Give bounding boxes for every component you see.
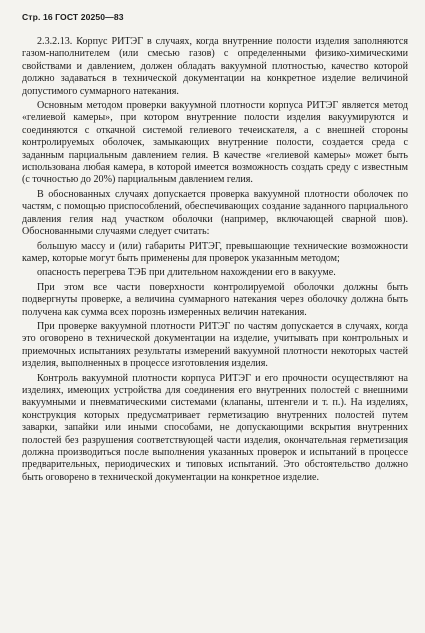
paragraph-case-overheat: опасность перегрева ТЭБ при длительном нахождении его в вакууме.	[37, 267, 336, 279]
paragraph-case-mass: большую массу и (или) габариты РИТЭГ, превышающие технические возможности камер, которые могут быть применены для проверок указанным методом;	[22, 240, 408, 264]
paragraph-total-leak: При этом все части поверхности контролируемой оболочки должны быть подвергнуты проверке, а величина суммарного натекания через оболочку должна быть получена как сумма всех порознь измеренных величин натекания.	[22, 281, 408, 318]
paragraph-2-3-2-13: 2.3.2.13. Корпус РИТЭГ в случаях, когда внутренние полости изделия заполняются газом-наполнителем (или смесью газов) с определенными физико-химическими свойствами и давлением, должен обладать вакуумной плотностью, качество которой должно задаваться в технической документации на конкретное изделие величиной допустимого суммарного натекания.	[22, 36, 408, 97]
page-header: Стр. 16 ГОСТ 20250—83	[22, 12, 124, 22]
paragraph-control-sealing: Контроль вакуумной плотности корпуса РИТЭГ и его прочности осуществляют на изделиях, имеющих устройства для соединения его внутренних полостей с внешними вакуумными и пневматическими системами (клапаны, штенгели и т. п.). На изделиях, конструкция которых предусматривает герметизацию внутренних полостей путем заварки, запайки или иными способами, не допускающими вскрытия внутренних полостей без разрушения соответствующей части изделия, окончательная герметизация должна производиться после выполнения указанных проверок и испытаний в процессе предварительных, периодических и типовых испытаний. Это обстоятельство должно быть оговорено в технической документации на конкретное изделие.	[22, 372, 408, 483]
paragraph-partial-results: При проверке вакуумной плотности РИТЭГ по частям допускается в случаях, когда это оговорено в технической документации на изделие, учитывать при контрольных и приемочных испытаниях результаты измерений вакуумной плотности некоторых частей изделия, выполненных в процессе изготовления изделия.	[22, 320, 408, 370]
paragraph-helium-chamber-method: Основным методом проверки вакуумной плотности корпуса РИТЭГ является метод «гелиевой камеры», при котором внутренние полости изделия вакуумируются и соединяются с откачной системой гелиевого течеискателя, а с внешней стороны контролируемых оболочек, замыкающих внутренние полости, создается среда с заданным парциальным давлением гелия. В качестве «гелиевой камеры» может быть использована любая камера, в которой имеется возможность создать среду с известным (с точностью до 20%) парциальным давлением гелия.	[22, 100, 408, 186]
paragraph-partial-check: В обоснованных случаях допускается проверка вакуумной плотности оболочек по частям, с помощью приспособлений, обеспечивающих создание заданного парциального давления гелия над участком оболочки (например, включающей сварной шов). Обоснованными случаями следует считать:	[22, 188, 408, 238]
document-body	[22, 36, 408, 486]
